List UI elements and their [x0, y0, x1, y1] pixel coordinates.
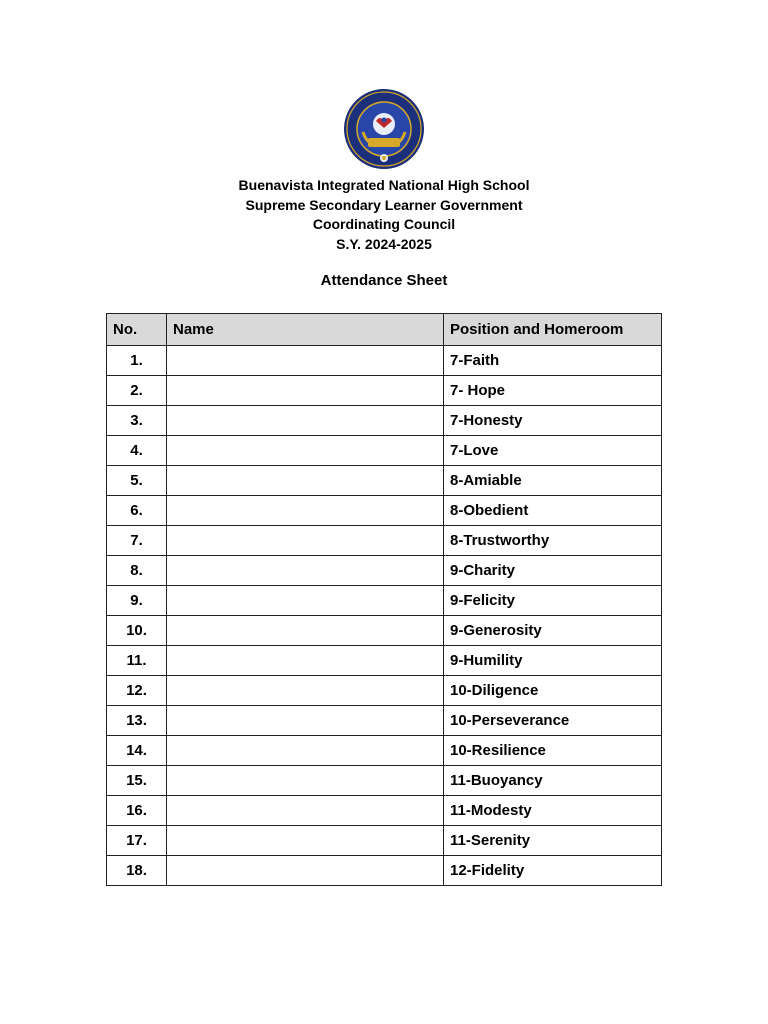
- row-number: 15.: [107, 766, 167, 796]
- attendance-table: [106, 313, 662, 886]
- name-cell[interactable]: [167, 766, 444, 796]
- document-header: [0, 176, 768, 254]
- row-number: 2.: [107, 376, 167, 406]
- row-number: 13.: [107, 706, 167, 736]
- name-cell[interactable]: [167, 376, 444, 406]
- table-row: [107, 646, 662, 676]
- row-number: 14.: [107, 736, 167, 766]
- position-cell: 11-Modesty: [444, 796, 662, 826]
- row-number: 1.: [107, 346, 167, 376]
- name-cell[interactable]: [167, 796, 444, 826]
- row-number: 4.: [107, 436, 167, 466]
- position-cell: 9-Generosity: [444, 616, 662, 646]
- table-row: [107, 616, 662, 646]
- header-no: No.: [107, 314, 167, 346]
- name-cell[interactable]: [167, 496, 444, 526]
- name-cell[interactable]: [167, 826, 444, 856]
- table-row: [107, 526, 662, 556]
- position-cell: 10-Diligence: [444, 676, 662, 706]
- name-cell[interactable]: [167, 526, 444, 556]
- position-cell: 7- Hope: [444, 376, 662, 406]
- council-name: Coordinating Council: [312, 216, 456, 232]
- row-number: 17.: [107, 826, 167, 856]
- row-number: 6.: [107, 496, 167, 526]
- name-cell[interactable]: [167, 676, 444, 706]
- name-cell[interactable]: [167, 646, 444, 676]
- row-number: 11.: [107, 646, 167, 676]
- row-number: 3.: [107, 406, 167, 436]
- table-row: [107, 706, 662, 736]
- row-number: 8.: [107, 556, 167, 586]
- position-cell: 11-Buoyancy: [444, 766, 662, 796]
- header-position: Position and Homeroom: [444, 314, 662, 346]
- header-name: Name: [167, 314, 444, 346]
- sheet-title: Attendance Sheet: [320, 272, 448, 289]
- position-cell: 9-Humility: [444, 646, 662, 676]
- table-row: [107, 766, 662, 796]
- table-row: [107, 406, 662, 436]
- position-cell: 10-Perseverance: [444, 706, 662, 736]
- position-cell: 11-Serenity: [444, 826, 662, 856]
- row-number: 18.: [107, 856, 167, 886]
- row-number: 5.: [107, 466, 167, 496]
- table-row: [107, 586, 662, 616]
- school-name: Buenavista Integrated National High School: [238, 177, 530, 193]
- row-number: 10.: [107, 616, 167, 646]
- name-cell[interactable]: [167, 406, 444, 436]
- seal-graphic: [343, 88, 425, 170]
- table-row: [107, 496, 662, 526]
- row-number: 9.: [107, 586, 167, 616]
- table-row: [107, 676, 662, 706]
- organization-name: Supreme Secondary Learner Government: [245, 196, 523, 213]
- table-header-row: [107, 314, 662, 346]
- position-cell: 8-Amiable: [444, 466, 662, 496]
- name-cell[interactable]: [167, 556, 444, 586]
- name-cell[interactable]: [167, 616, 444, 646]
- row-number: 12.: [107, 676, 167, 706]
- position-cell: 8-Trustworthy: [444, 526, 662, 556]
- row-number: 7.: [107, 526, 167, 556]
- name-cell[interactable]: [167, 856, 444, 886]
- position-cell: 9-Felicity: [444, 586, 662, 616]
- position-cell: 7-Faith: [444, 346, 662, 376]
- name-cell[interactable]: [167, 346, 444, 376]
- table-row: [107, 436, 662, 466]
- attendance-rows: [107, 346, 662, 886]
- name-cell[interactable]: [167, 706, 444, 736]
- school-year: S.Y. 2024-2025: [336, 235, 432, 252]
- position-cell: 12-Fidelity: [444, 856, 662, 886]
- table-row: [107, 556, 662, 586]
- table-row: [107, 346, 662, 376]
- name-cell[interactable]: [167, 586, 444, 616]
- row-number: 16.: [107, 796, 167, 826]
- table-row: [107, 826, 662, 856]
- position-cell: 7-Love: [444, 436, 662, 466]
- school-seal-logo: [343, 88, 425, 170]
- position-cell: 7-Honesty: [444, 406, 662, 436]
- name-cell[interactable]: [167, 436, 444, 466]
- table-row: [107, 376, 662, 406]
- position-cell: 10-Resilience: [444, 736, 662, 766]
- table-row: [107, 856, 662, 886]
- position-cell: 8-Obedient: [444, 496, 662, 526]
- table-row: [107, 466, 662, 496]
- name-cell[interactable]: [167, 466, 444, 496]
- position-cell: 9-Charity: [444, 556, 662, 586]
- table-row: [107, 796, 662, 826]
- name-cell[interactable]: [167, 736, 444, 766]
- table-row: [107, 736, 662, 766]
